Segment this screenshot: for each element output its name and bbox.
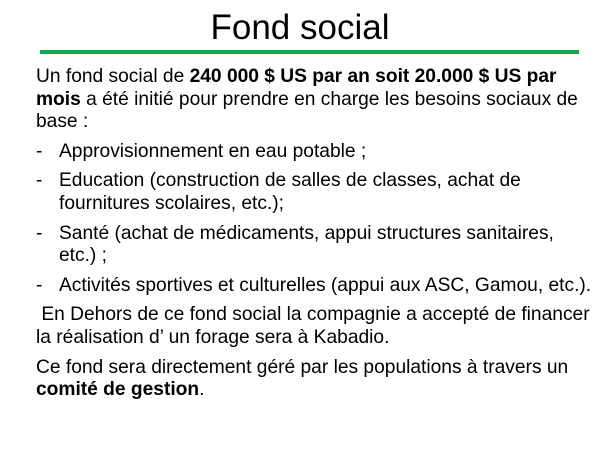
list-item-text: Approvisionnement en eau potable ; [59, 140, 367, 162]
list-item-activities [36, 275, 592, 298]
management-committee-bold: comité de gestion [36, 379, 200, 401]
dash-bullet-icon: - [36, 274, 43, 296]
dash-bullet-icon: - [36, 170, 43, 192]
management-text-1: Ce fond sera directement géré par les populations à travers un [36, 356, 569, 378]
management-text-2: . [199, 379, 205, 401]
list-item-health [36, 223, 592, 268]
list-item-text: Activités sportives et culturelles (appui aux ASC, Gamou, etc.). [59, 274, 592, 296]
dash-bullet-icon: - [36, 222, 43, 244]
management-paragraph [36, 357, 592, 402]
title-underline-rule [40, 50, 579, 54]
intro-text-2: a été initié pour prendre en charge les besoins sociaux de base : [36, 88, 578, 133]
list-item-water [36, 141, 592, 164]
slide-body [36, 66, 595, 409]
intro-text-1: Un fond social de [36, 66, 190, 87]
list-item-text: Education (construction de salles de classes, achat de fournitures scolaires, etc.); [59, 170, 521, 214]
needs-list [36, 141, 592, 298]
intro-amount-bold: 240 000 $ US par an soit 20.000 $ US par mois [36, 66, 557, 110]
slide-title: Fond social [210, 8, 390, 47]
list-item-text: Santé (achat de médicaments, appui structures sanitaires, etc.) ; [59, 222, 554, 267]
list-item-education [36, 170, 592, 215]
forage-paragraph: En Dehors de ce fond social la compagnie a accepté de financer la réalisation d’ un forage sera à Kabadio. [36, 304, 595, 348]
dash-bullet-icon: - [36, 140, 43, 162]
intro-paragraph [36, 66, 592, 134]
